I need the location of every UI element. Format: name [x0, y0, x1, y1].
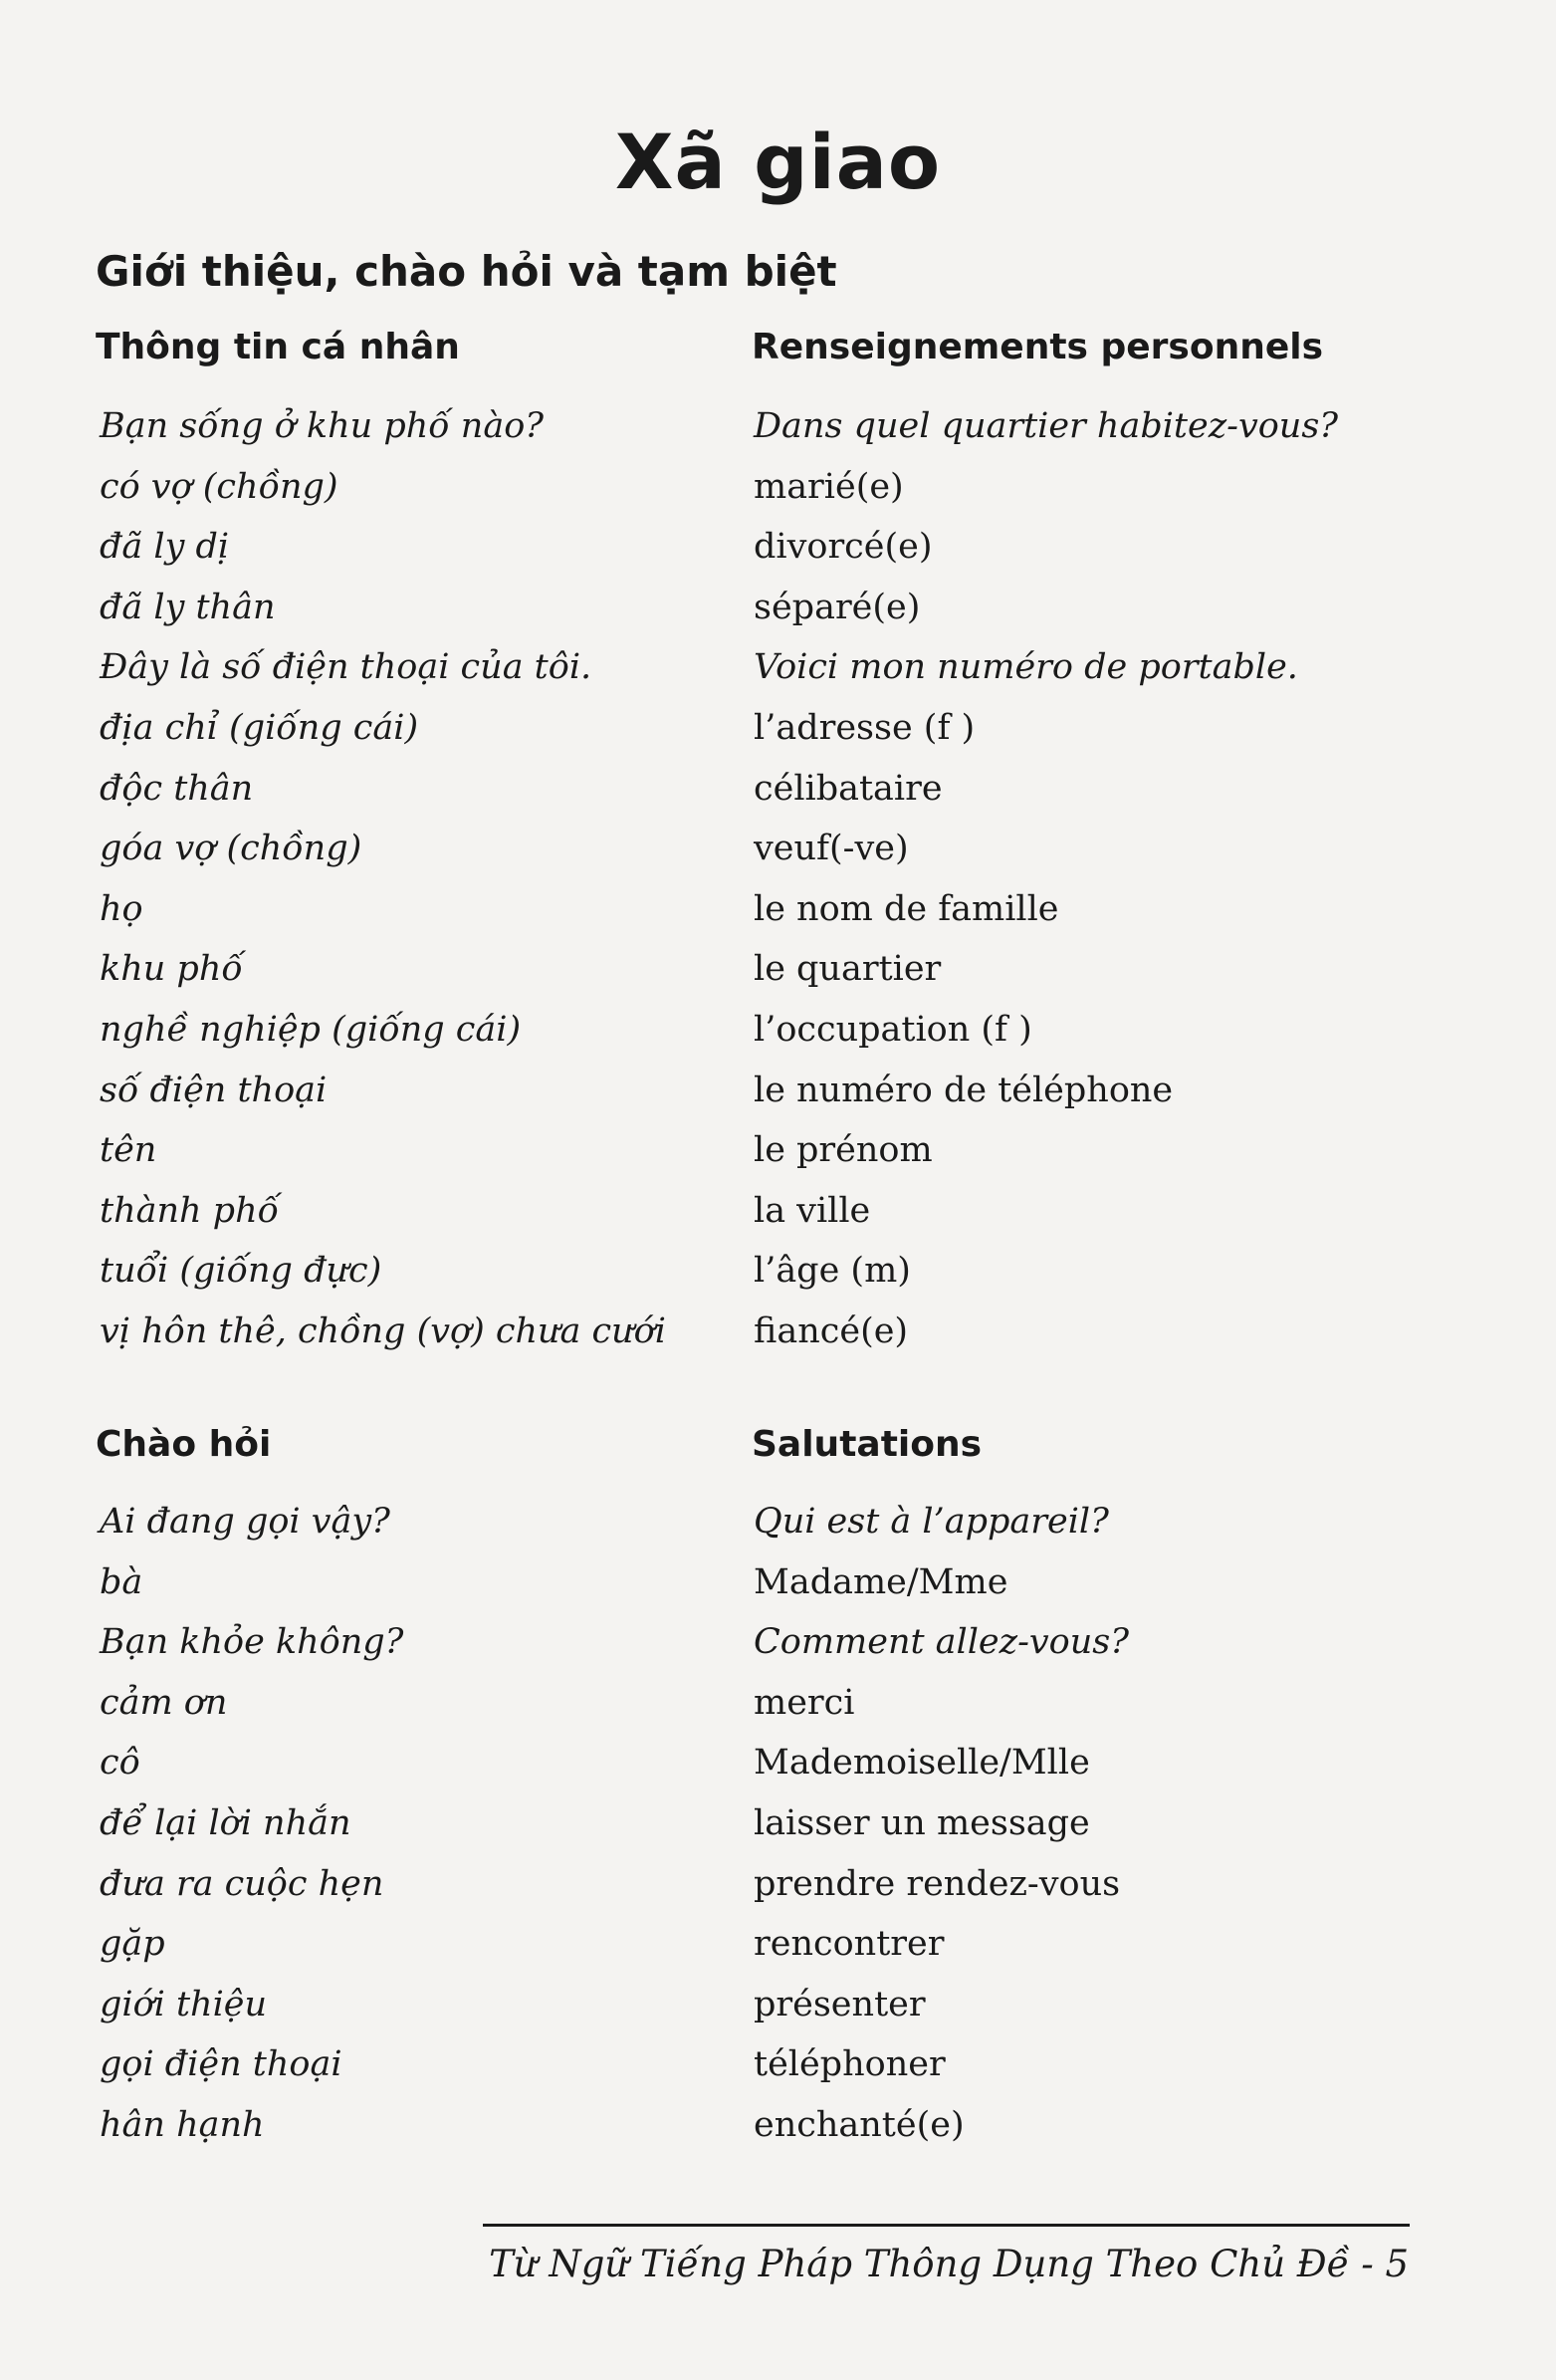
french-term: séparé(e)	[754, 587, 921, 627]
vietnamese-term: nghề nghiệp (giống cái)	[100, 1009, 522, 1050]
vocab-row	[0, 467, 1556, 528]
personal-header-vi: Thông tin cá nhân	[96, 327, 460, 367]
french-term: l’adresse (f )	[754, 707, 976, 748]
vocab-row	[0, 1622, 1556, 1683]
vocab-row	[0, 2105, 1556, 2166]
french-term: le nom de famille	[754, 888, 1059, 929]
vocab-row	[0, 1864, 1556, 1925]
vocab-row	[0, 1311, 1556, 1372]
vietnamese-term: vị hôn thê, chồng (vợ) chưa cưới	[100, 1310, 666, 1351]
vietnamese-term: địa chỉ (giống cái)	[100, 707, 419, 748]
vietnamese-term: khu phố	[100, 949, 243, 990]
french-term: l’âge (m)	[754, 1251, 911, 1292]
french-term: prendre rendez-vous	[754, 1863, 1121, 1904]
french-term: présenter	[754, 1984, 926, 2024]
greetings-header-fr: Salutations	[752, 1424, 983, 1465]
footer-rule	[483, 2224, 1410, 2227]
french-term: célibataire	[754, 768, 943, 809]
vocab-row	[0, 1803, 1556, 1864]
french-term: Comment allez-vous?	[754, 1622, 1130, 1663]
vietnamese-term: gặp	[100, 1924, 165, 1965]
section-title: Giới thiệu, chào hỏi và tạm biệt	[96, 247, 837, 296]
vietnamese-term: Ai đang gọi vậy?	[100, 1502, 390, 1542]
vocab-row	[0, 647, 1556, 708]
french-term: Dans quel quartier habitez-vous?	[754, 406, 1339, 446]
vocab-row	[0, 1251, 1556, 1311]
vietnamese-term: góa vợ (chồng)	[100, 829, 362, 869]
vocab-row	[0, 829, 1556, 889]
french-term: fiancé(e)	[754, 1310, 909, 1351]
vocab-row	[0, 1502, 1556, 1562]
french-term: divorcé(e)	[754, 527, 933, 568]
vocab-row	[0, 2044, 1556, 2105]
vietnamese-term: đưa ra cuộc hẹn	[100, 1863, 384, 1904]
vietnamese-term: tên	[100, 1130, 157, 1171]
vietnamese-term: cô	[100, 1743, 140, 1784]
greetings-vocab-list	[0, 1502, 1556, 2166]
vocab-row	[0, 1010, 1556, 1071]
vocab-row	[0, 1071, 1556, 1131]
vietnamese-term: gọi điện thoại	[100, 2044, 342, 2085]
vocab-row	[0, 949, 1556, 1010]
vocab-row	[0, 527, 1556, 588]
vietnamese-term: cảm ơn	[100, 1682, 228, 1723]
vietnamese-term: tuổi (giống đực)	[100, 1251, 382, 1292]
vocab-row	[0, 708, 1556, 769]
vietnamese-term: độc thân	[100, 768, 254, 809]
vocab-row	[0, 1191, 1556, 1252]
personal-vocab-list	[0, 406, 1556, 1372]
page-footer: Từ Ngữ Tiếng Pháp Thông Dụng Theo Chủ Đề - 5	[489, 2243, 1409, 2285]
french-term: enchanté(e)	[754, 2104, 965, 2145]
vietnamese-term: Bạn sống ở khu phố nào?	[100, 406, 545, 446]
french-term: Qui est à l’appareil?	[754, 1502, 1109, 1542]
vietnamese-term: Bạn khỏe không?	[100, 1622, 404, 1663]
french-term: le prénom	[754, 1130, 933, 1171]
vocab-row	[0, 1130, 1556, 1191]
vocab-row	[0, 889, 1556, 950]
vietnamese-term: đã ly dị	[100, 527, 230, 568]
french-term: le quartier	[754, 949, 942, 990]
french-term: le numéro de téléphone	[754, 1070, 1174, 1110]
page-title: Xã giao	[614, 118, 942, 206]
vocab-row	[0, 1985, 1556, 2045]
vietnamese-term: có vợ (chồng)	[100, 466, 338, 507]
french-term: téléphoner	[754, 2044, 946, 2085]
vocab-row	[0, 406, 1556, 467]
french-term: l’occupation (f )	[754, 1009, 1032, 1050]
vietnamese-term: bà	[100, 1561, 143, 1602]
french-term: Madame/Mme	[754, 1561, 1008, 1602]
vietnamese-term: để lại lời nhắn	[100, 1802, 351, 1843]
personal-header-fr: Renseignements personnels	[752, 327, 1324, 367]
vocab-row	[0, 769, 1556, 830]
vocab-row	[0, 1743, 1556, 1803]
french-term: merci	[754, 1682, 855, 1723]
vocab-row	[0, 588, 1556, 648]
french-term: veuf(-ve)	[754, 829, 909, 869]
vietnamese-term: đã ly thân	[100, 587, 276, 627]
vietnamese-term: Đây là số điện thoại của tôi.	[100, 647, 592, 688]
vocab-row	[0, 1924, 1556, 1985]
vocab-row	[0, 1562, 1556, 1623]
french-term: marié(e)	[754, 466, 904, 507]
vietnamese-term: hân hạnh	[100, 2104, 265, 2145]
vietnamese-term: số điện thoại	[100, 1070, 328, 1110]
french-term: laisser un message	[754, 1802, 1090, 1843]
vocab-row	[0, 1683, 1556, 1744]
vietnamese-term: thành phố	[100, 1190, 280, 1231]
french-term: rencontrer	[754, 1924, 945, 1965]
vietnamese-term: họ	[100, 888, 143, 929]
greetings-header-vi: Chào hỏi	[96, 1424, 272, 1465]
french-term: la ville	[754, 1190, 871, 1231]
french-term: Voici mon numéro de portable.	[754, 647, 1298, 688]
french-term: Mademoiselle/Mlle	[754, 1743, 1090, 1784]
vietnamese-term: giới thiệu	[100, 1984, 268, 2024]
